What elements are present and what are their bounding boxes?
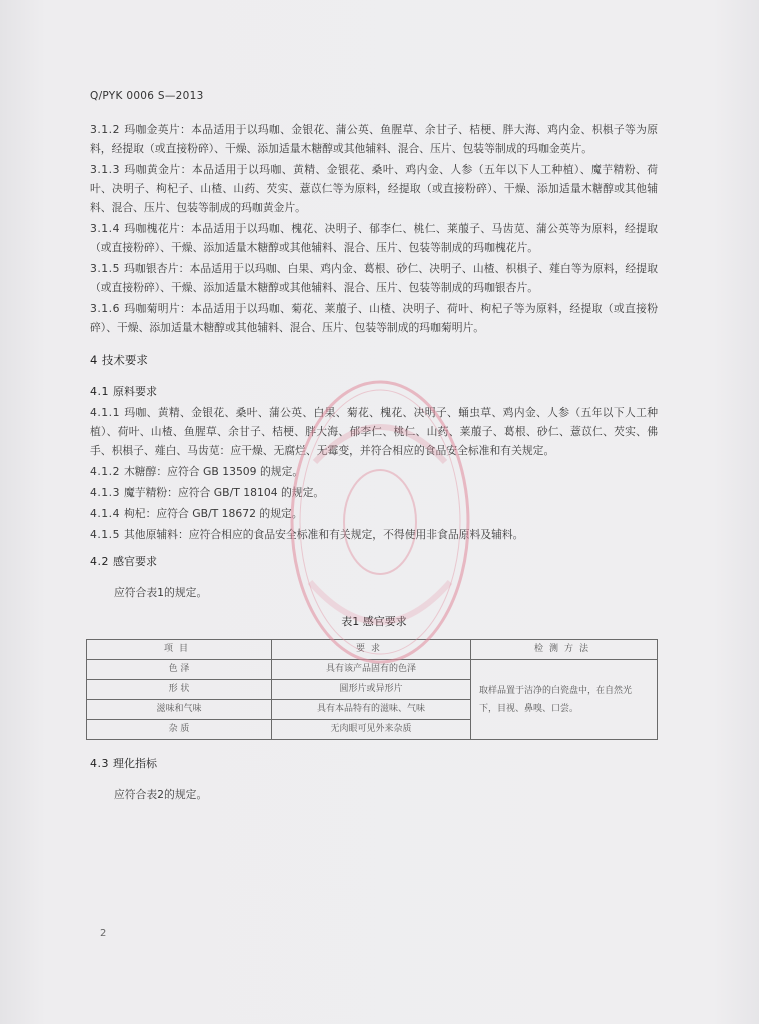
clause-text: 其他原辅料：应符合相应的食品安全标准和有关规定，不得使用非食品原料及辅料。 bbox=[123, 528, 524, 541]
raw-item-4-1-4 bbox=[90, 504, 658, 523]
definition-3-1-6 bbox=[90, 299, 658, 337]
clause-number: 4.1.3 bbox=[90, 486, 120, 499]
raw-item-4-1-2 bbox=[90, 462, 658, 481]
raw-item-4-1-3 bbox=[90, 483, 658, 502]
section-number: 4.3 bbox=[90, 757, 109, 770]
page-number: 2 bbox=[100, 928, 107, 939]
section-4-3-heading bbox=[90, 754, 658, 773]
clause-number: 3.1.4 bbox=[90, 222, 120, 235]
clause-number: 4.1.1 bbox=[90, 406, 120, 419]
clause-text: 玛咖黄金片：本品适用于以玛咖、黄精、金银花、桑叶、鸡内金、人参（五年以下人工种植）、魔芋精粉、荷叶、决明子、枸杞子、山楂、山药、芡实、薏苡仁等为原料，经提取（或直接粉碎）、干燥、添加适量木糖醇或其他辅料、混合、压片、包装等制成的玛咖黄金片。 bbox=[90, 163, 658, 214]
clause-text: 玛咖金英片：本品适用于以玛咖、金银花、蒲公英、鱼腥草、余甘子、桔梗、胖大海、鸡内金、枳椇子等为原料，经提取（或直接粉碎）、干燥、添加适量木糖醇或其他辅料、混合、压片、包装等制成的玛咖金英片。 bbox=[90, 123, 658, 155]
clause-text: 玛咖槐花片：本品适用于以玛咖、槐花、决明子、郁李仁、桃仁、莱菔子、马齿苋、蒲公英等为原料，经提取（或直接粉碎）、干燥、添加适量木糖醇或其他辅料、混合、压片、包装等制成的玛咖槐花片。 bbox=[90, 222, 658, 254]
table-cell-item: 形 状 bbox=[87, 680, 272, 700]
definition-3-1-4 bbox=[90, 219, 658, 257]
section-title-text: 理化指标 bbox=[113, 757, 157, 770]
section-4-2-note: 应符合表1的规定。 bbox=[114, 586, 208, 599]
doc-header-code: Q/PYK 0006 S—2013 bbox=[90, 90, 204, 102]
document-body bbox=[90, 120, 658, 814]
table-cell-method: 取样品置于洁净的白瓷盘中，在自然光下，目视、鼻嗅、口尝。 bbox=[471, 660, 658, 740]
clause-text: 魔芋精粉：应符合 GB/T 18104 的规定。 bbox=[123, 486, 325, 499]
definition-3-1-3 bbox=[90, 160, 658, 217]
section-number: 4.1 bbox=[90, 385, 109, 398]
clause-number: 4.1.2 bbox=[90, 465, 120, 478]
section-number: 4 bbox=[90, 353, 98, 367]
section-4-3-note: 应符合表2的规定。 bbox=[114, 788, 208, 801]
clause-text: 玛咖菊明片：本品适用于以玛咖、菊花、莱菔子、山楂、决明子、荷叶、枸杞子等为原料，经提取（或直接粉碎）、干燥、添加适量木糖醇或其他辅料、混合、压片、包装等制成的玛咖菊明片。 bbox=[90, 302, 658, 334]
table-header-method: 检测方法 bbox=[471, 640, 658, 660]
clause-text: 玛咖银杏片：本品适用于以玛咖、白果、鸡内金、葛根、砂仁、决明子、山楂、枳椇子、薤白等为原料，经提取（或直接粉碎）、干燥、添加适量木糖醇或其他辅料、混合、压片、包装等制成的玛咖银杏片。 bbox=[90, 262, 658, 294]
clause-number: 4.1.5 bbox=[90, 528, 120, 541]
clause-number: 3.1.6 bbox=[90, 302, 120, 315]
table-cell-item: 杂 质 bbox=[87, 720, 272, 740]
clause-number: 3.1.3 bbox=[90, 163, 120, 176]
section-number: 4.2 bbox=[90, 555, 109, 568]
table-row bbox=[87, 660, 658, 680]
clause-text: 枸杞：应符合 GB/T 18672 的规定。 bbox=[123, 507, 303, 520]
definition-3-1-2 bbox=[90, 120, 658, 158]
clause-number: 3.1.2 bbox=[90, 123, 120, 136]
clause-number: 4.1.4 bbox=[90, 507, 120, 520]
raw-item-4-1-5 bbox=[90, 525, 658, 544]
sensory-requirements-table bbox=[86, 639, 658, 740]
clause-number: 3.1.5 bbox=[90, 262, 120, 275]
definition-3-1-5 bbox=[90, 259, 658, 297]
raw-item-4-1-1 bbox=[90, 403, 658, 460]
clause-text: 玛咖、黄精、金银花、桑叶、蒲公英、白果、菊花、槐花、决明子、蛹虫草、鸡内金、人参（五年以下人工种植）、荷叶、山楂、鱼腥草、余甘子、桔梗、胖大海、郁李仁、桃仁、山药、莱菔子、葛根、砂仁、薏苡仁、芡实、佛手、枳椇子、薤白、马齿苋：应干燥、无腐烂、无霉变，并符合相应的食品安全标准和有关规定。 bbox=[90, 406, 658, 457]
section-4-1-heading bbox=[90, 382, 658, 401]
table-cell-requirement: 具有该产品固有的色泽 bbox=[272, 660, 471, 680]
section-4-2-heading bbox=[90, 552, 658, 571]
table-cell-requirement: 具有本品特有的滋味、气味 bbox=[272, 700, 471, 720]
table-header-item: 项目 bbox=[87, 640, 272, 660]
table-header-row bbox=[87, 640, 658, 660]
section-4-heading bbox=[90, 351, 658, 370]
table-cell-requirement: 圆形片或异形片 bbox=[272, 680, 471, 700]
section-title-text: 原料要求 bbox=[113, 385, 157, 398]
clause-text: 木糖醇：应符合 GB 13509 的规定。 bbox=[123, 465, 304, 478]
table-cell-requirement: 无肉眼可见外来杂质 bbox=[272, 720, 471, 740]
table-1-caption: 表1 感官要求 bbox=[341, 615, 407, 628]
table-header-requirement: 要求 bbox=[272, 640, 471, 660]
table-cell-item: 滋味和气味 bbox=[87, 700, 272, 720]
section-title-text: 感官要求 bbox=[113, 555, 157, 568]
section-title-text: 技术要求 bbox=[101, 353, 148, 367]
table-cell-item: 色 泽 bbox=[87, 660, 272, 680]
